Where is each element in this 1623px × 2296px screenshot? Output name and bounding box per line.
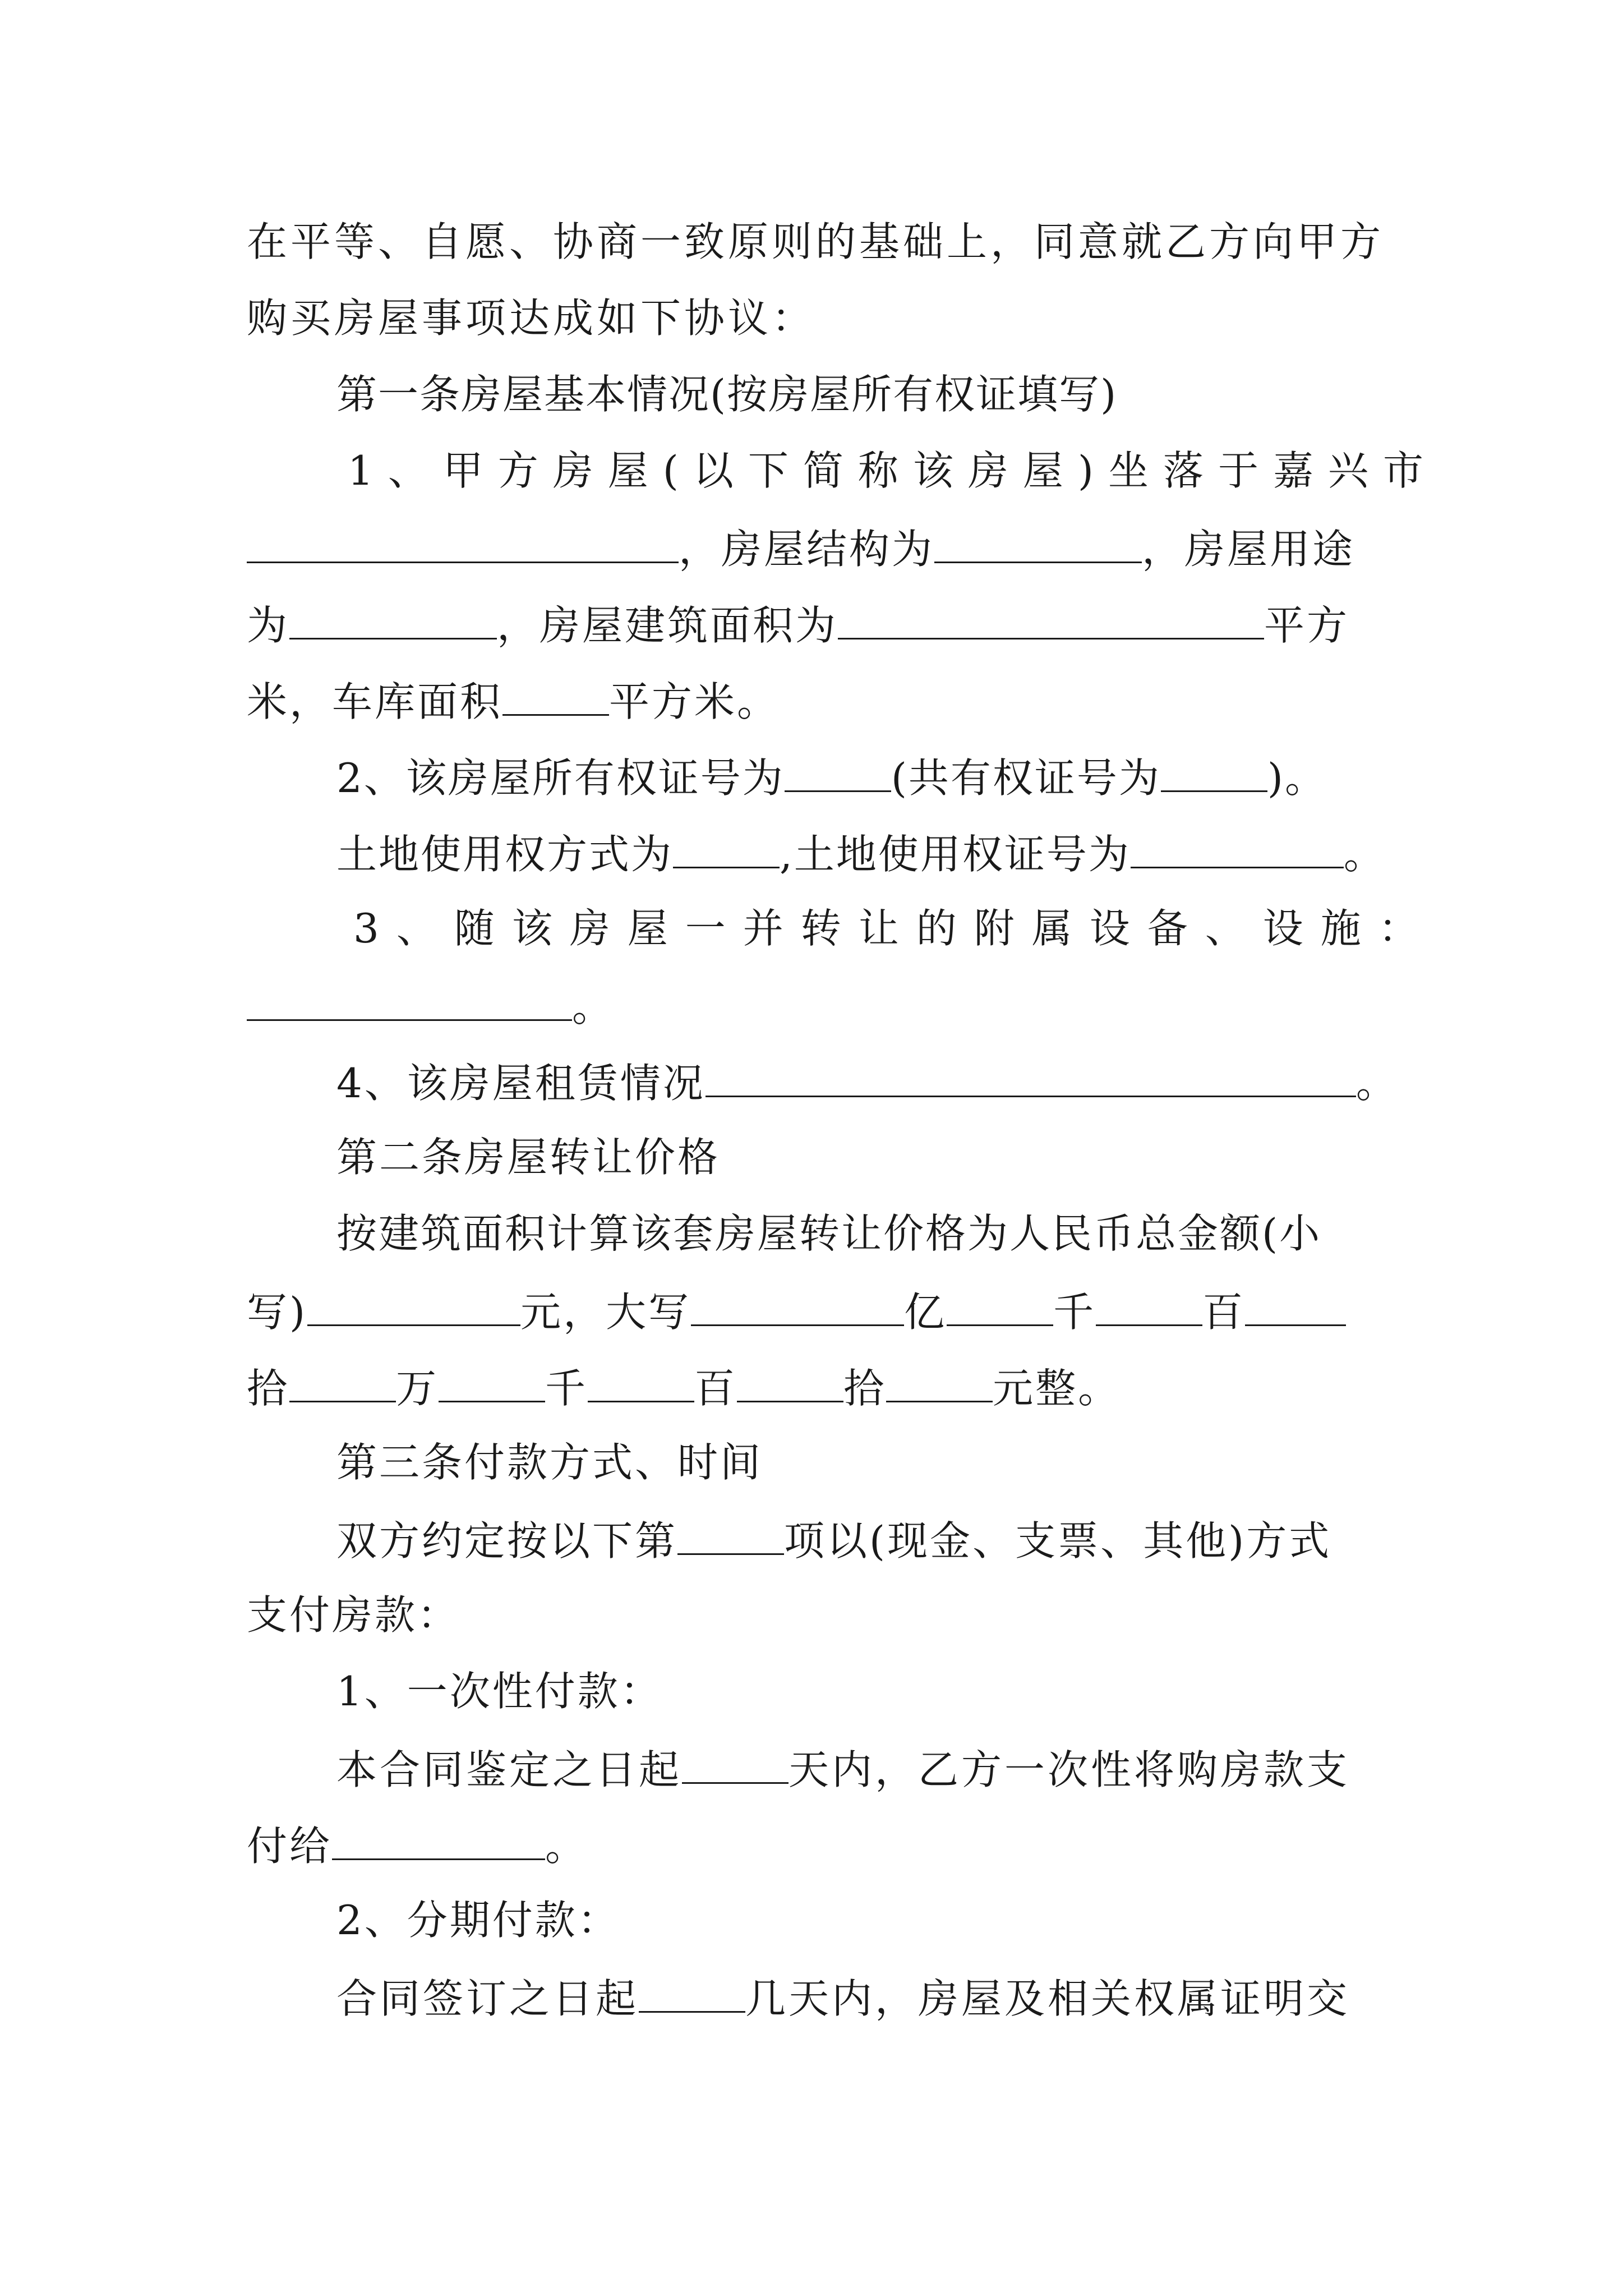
- text-run: 第三条付款方式、时间: [336, 1439, 763, 1486]
- paragraph-line: [336, 1741, 1350, 1797]
- paragraph-line: [247, 1283, 1346, 1339]
- paragraph-line: [336, 1207, 1321, 1260]
- fill-blank[interactable]: [1096, 1283, 1202, 1326]
- text-run: 为: [247, 602, 290, 649]
- paragraph-line: [336, 1054, 1399, 1110]
- text-run: 平方: [1264, 602, 1350, 649]
- paragraph-line: [336, 1664, 663, 1718]
- text-run: 在平等、自愿、协商一致原则的基础上，同意就乙方向甲方: [247, 218, 1385, 265]
- text-run: (共有权证号为: [891, 754, 1161, 802]
- fill-blank[interactable]: [886, 1359, 993, 1402]
- paragraph-line: [247, 291, 815, 345]
- fill-blank[interactable]: [1245, 1283, 1346, 1326]
- text-run: 4、该房屋租赁情况: [336, 1060, 706, 1107]
- text-run: 百: [694, 1365, 737, 1412]
- text-run: 天内，乙方一次性将购房款支: [789, 1746, 1350, 1793]
- paragraph-line: [353, 901, 1436, 955]
- text-run: 平方米。: [609, 678, 780, 725]
- fill-blank[interactable]: [737, 1359, 843, 1402]
- text-run: 。: [545, 1823, 588, 1870]
- text-run: 双方约定按以下第: [336, 1517, 678, 1565]
- text-run: 万: [396, 1365, 439, 1412]
- fill-blank[interactable]: [947, 1283, 1053, 1326]
- fill-blank[interactable]: [691, 1283, 904, 1326]
- fill-blank[interactable]: [1161, 749, 1267, 792]
- paragraph-line: [247, 673, 780, 729]
- text-run: 。: [1355, 1060, 1399, 1107]
- paragraph-line: [336, 749, 1327, 805]
- text-run: 合同签订之日起: [336, 1975, 639, 2022]
- fill-blank[interactable]: [639, 1970, 745, 2013]
- paragraph-line: [336, 1970, 1350, 2026]
- paragraph-line: [247, 1817, 588, 1873]
- text-run: 1、一次性付款：: [336, 1668, 663, 1715]
- fill-blank[interactable]: [677, 1512, 784, 1555]
- paragraph-line: [247, 1359, 1121, 1415]
- text-run: 米，车库面积: [247, 678, 503, 725]
- text-run: 支付房款：: [247, 1591, 460, 1639]
- fill-blank[interactable]: [307, 1283, 520, 1326]
- section-heading: [336, 1435, 763, 1489]
- text-run: 写): [247, 1289, 308, 1336]
- text-run: 2、该房屋所有权证号为: [336, 754, 785, 802]
- paragraph-line: [247, 215, 1384, 269]
- fill-blank[interactable]: [673, 825, 780, 868]
- fill-blank[interactable]: [247, 520, 679, 563]
- fill-blank[interactable]: [439, 1359, 545, 1402]
- text-run: 项以(现金、支票、其他)方式: [784, 1517, 1332, 1565]
- paragraph-line: [336, 825, 1386, 881]
- paragraph-line: [348, 444, 1438, 498]
- text-run: 第二条房屋转让价格: [336, 1134, 721, 1181]
- text-run: 土地使用权方式为: [336, 831, 674, 878]
- text-run: 1、甲方房屋(以下简称该房屋)坐落于嘉兴市: [348, 447, 1438, 494]
- text-run: 。: [1343, 831, 1386, 878]
- fill-blank[interactable]: [1131, 825, 1344, 868]
- fill-blank[interactable]: [838, 596, 1264, 639]
- section-heading: [336, 367, 1117, 421]
- fill-blank[interactable]: [934, 520, 1142, 563]
- text-run: 购买房屋事项达成如下协议：: [247, 295, 816, 342]
- text-run: 本合同鉴定之日起: [336, 1746, 683, 1793]
- text-run: 第一条房屋基本情况(按房屋所有权证填写): [336, 371, 1118, 418]
- text-run: 拾: [843, 1365, 887, 1412]
- text-run: 3、随该房屋一并转让的附属设备、设施：: [353, 905, 1436, 952]
- fill-blank[interactable]: [706, 1054, 1356, 1097]
- text-run: 千: [545, 1365, 588, 1412]
- fill-blank[interactable]: [289, 1359, 396, 1402]
- fill-blank[interactable]: [588, 1359, 694, 1402]
- text-run: 亿: [904, 1289, 947, 1336]
- paragraph-line: [247, 520, 1355, 576]
- text-run: )。: [1267, 754, 1327, 802]
- fill-blank[interactable]: [682, 1741, 789, 1784]
- fill-blank[interactable]: [502, 673, 609, 716]
- text-run: 千: [1053, 1289, 1096, 1336]
- text-run: 2、分期付款：: [336, 1897, 620, 1944]
- text-run: ，房屋建筑面积为: [497, 602, 838, 649]
- text-run: 百: [1202, 1289, 1246, 1336]
- text-run: 拾: [247, 1365, 290, 1412]
- section-heading: [336, 1130, 720, 1184]
- fill-blank[interactable]: [332, 1817, 545, 1860]
- fill-blank[interactable]: [785, 749, 891, 792]
- paragraph-line: [247, 596, 1349, 652]
- paragraph-line: [247, 1588, 460, 1642]
- text-run: ，房屋用途: [1142, 526, 1355, 573]
- text-run: ,土地使用权证号为: [780, 831, 1131, 878]
- fill-blank[interactable]: [247, 978, 572, 1021]
- text-run: ，房屋结构为: [679, 526, 935, 573]
- text-run: 付给: [247, 1823, 333, 1870]
- text-run: 元，大写: [520, 1289, 691, 1336]
- paragraph-line: [336, 1512, 1331, 1568]
- paragraph-line: [247, 978, 612, 1034]
- fill-blank[interactable]: [289, 596, 497, 639]
- paragraph-line: [336, 1893, 620, 1947]
- text-run: 按建筑面积计算该套房屋转让价格为人民币总金额(小: [336, 1210, 1322, 1257]
- text-run: 元整。: [993, 1365, 1121, 1412]
- text-run: 。: [572, 983, 613, 1030]
- text-run: 几天内，房屋及相关权属证明交: [745, 1975, 1350, 2022]
